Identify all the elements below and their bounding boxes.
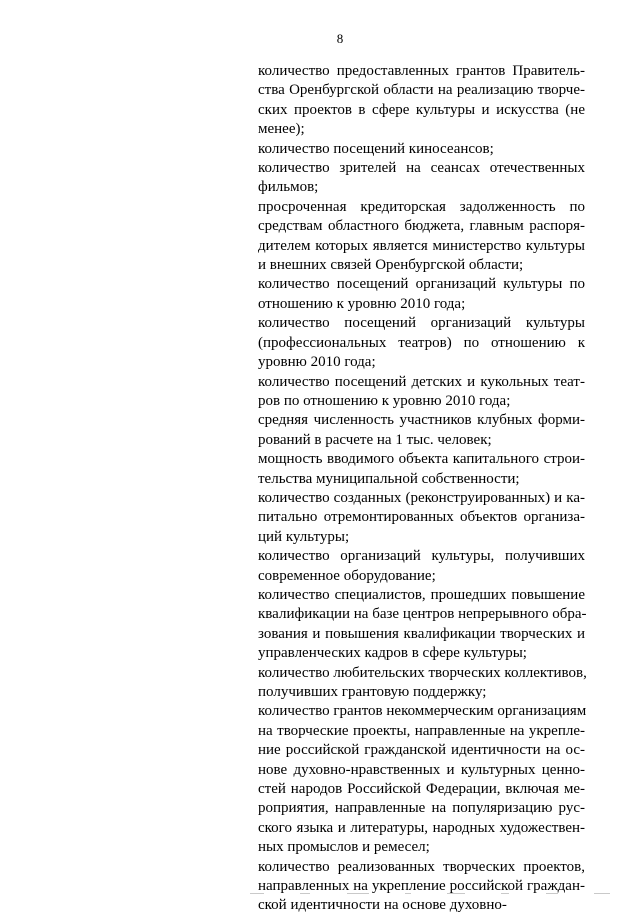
text-line: количество реализованных творческих проектов, xyxy=(258,858,585,875)
text-line: управленческих кадров в сфере культуры; xyxy=(258,645,527,662)
text-line: количество любительских творческих коллективов, xyxy=(258,664,587,681)
list-item-paragraph xyxy=(258,489,585,547)
text-line: ской идентичности на основе духовно- xyxy=(258,897,507,914)
text-line: мощность вводимого объекта капитального строи- xyxy=(258,451,585,468)
body-text xyxy=(258,62,585,916)
list-item-paragraph xyxy=(258,314,585,372)
text-line: количество зрителей на сеансах отечественных xyxy=(258,160,585,177)
text-line: квалификации на базе центров непрерывного обра- xyxy=(258,606,587,623)
text-line: нове духовно-нравственных и культурных ценно- xyxy=(258,761,585,778)
list-item-paragraph xyxy=(258,275,585,314)
text-line: количество грантов некоммерческим организациям xyxy=(258,703,587,720)
text-line: количество посещений детских и кукольных теат- xyxy=(258,373,585,390)
text-line: зования и повышения квалификации творческих и xyxy=(258,625,585,642)
text-line: отношению к уровню 2010 года; xyxy=(258,295,466,312)
text-line: направленных на укрепление российской граждан- xyxy=(258,878,585,895)
text-line: получивших грантовую поддержку; xyxy=(258,684,487,700)
text-line: (профессиональных театров) по отношению к xyxy=(258,334,585,351)
text-line: ние российской гражданской идентичности на ос- xyxy=(258,742,585,759)
text-line: количество посещений организаций культуры по xyxy=(258,276,585,293)
text-line: количество созданных (реконструированных) и ка- xyxy=(258,489,585,506)
text-line: ства Оренбургской области на реализацию творче- xyxy=(258,82,585,99)
text-line: ных промыслов и ремесел; xyxy=(258,839,430,856)
footer-scan-marks xyxy=(250,893,610,897)
text-line: фильмов; xyxy=(258,179,319,196)
text-line: питально отремонтированных объектов организа- xyxy=(258,509,585,526)
list-item-paragraph xyxy=(258,450,585,489)
text-line: ций культуры; xyxy=(258,528,350,545)
list-item-paragraph xyxy=(258,702,585,857)
list-item-paragraph xyxy=(258,547,585,586)
text-line: уровню 2010 года; xyxy=(258,354,376,371)
text-line: современное оборудование; xyxy=(258,567,436,584)
list-item-paragraph xyxy=(258,140,585,159)
text-line: и внешних связей Оренбургской области; xyxy=(258,257,524,274)
text-line: количество посещений киносеансов; xyxy=(258,140,494,157)
text-line: дителем которых является министерство культуры xyxy=(258,237,585,254)
page-number: 8 xyxy=(336,31,344,46)
text-line: ского языка и литературы, народных художествен- xyxy=(258,819,585,836)
text-line: количество специалистов, прошедших повышение xyxy=(258,586,585,603)
list-item-paragraph xyxy=(258,858,585,916)
list-item-paragraph xyxy=(258,159,585,198)
list-item-paragraph xyxy=(258,586,585,664)
text-line: количество организаций культуры, получивших xyxy=(258,548,585,565)
text-line: количество предоставленных грантов Правитель- xyxy=(258,63,585,79)
list-item-paragraph xyxy=(258,62,585,140)
text-line: средствам областного бюджета, главным распоря- xyxy=(258,218,585,235)
text-line: ских проектов в сфере культуры и искусства (не xyxy=(258,101,585,118)
text-line: стей народов Российской Федерации, включая ме- xyxy=(258,781,585,798)
list-item-paragraph xyxy=(258,198,585,276)
text-line: роприятия, направленные на популяризацию рус- xyxy=(258,800,585,817)
text-line: средняя численность участников клубных форми- xyxy=(258,412,585,429)
text-line: просроченная кредиторская задолженность по xyxy=(258,198,585,215)
text-line: ров по отношению к уровню 2010 года; xyxy=(258,392,511,409)
list-item-paragraph xyxy=(258,664,585,703)
list-item-paragraph xyxy=(258,411,585,450)
text-line: на творческие проекты, направленные на укрепле- xyxy=(258,722,585,739)
text-line: тельства муниципальной собственности; xyxy=(258,470,520,487)
text-line: количество посещений организаций культуры xyxy=(258,315,585,332)
list-item-paragraph xyxy=(258,373,585,412)
text-line: рований в расчете на 1 тыс. человек; xyxy=(258,431,492,448)
text-line: менее); xyxy=(258,121,305,138)
